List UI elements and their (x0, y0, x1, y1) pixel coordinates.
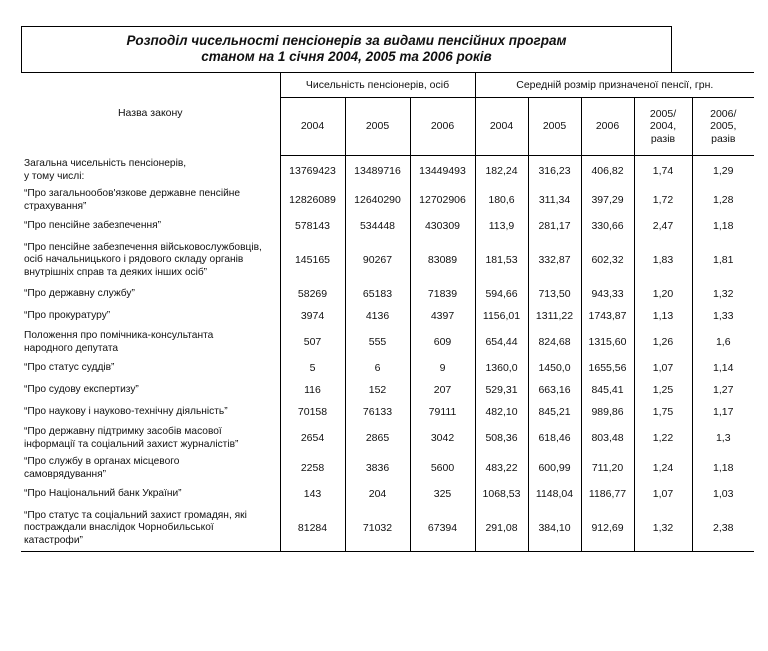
row-value-cell: 143 (280, 484, 345, 506)
row-value-cell: 1,6 (715, 336, 731, 349)
row-value-cell: 207 (410, 380, 475, 402)
row-value-cell: 3974 (280, 306, 345, 328)
row-value-cell: 204 (345, 484, 410, 506)
table-row (21, 506, 754, 552)
row-value-cell: 4136 (345, 306, 410, 328)
row-value-cell: 578143 (280, 216, 345, 238)
row-law-name: “Про службу в органах місцевого самоврядування” (21, 454, 280, 484)
row-value-cell: 1,18 (713, 462, 734, 475)
column-header-year: 2005 (528, 98, 581, 156)
row-value-cell: 711,20 (581, 454, 634, 484)
column-header-year: 2004 (475, 98, 528, 156)
row-law-name: “Про пенсійне забезпечення військовослужбовців, осіб начальницького і рядового складу органів внутрішніх справ та деяких інших осіб” (21, 238, 280, 284)
row-value-cell: 1,07 (634, 358, 692, 380)
row-value-cell: 1655,56 (581, 358, 634, 380)
row-value-cell: 13769423 (280, 156, 345, 186)
row-value-cell: 845,21 (528, 402, 581, 424)
row-value-cell: 482,10 (475, 402, 528, 424)
row-value-cell: 1,33 (713, 310, 734, 323)
row-law-name: “Про Національний банк України” (21, 484, 280, 506)
row-law-name: “Про прокуратуру” (21, 306, 280, 328)
row-value-cell: 912,69 (581, 506, 634, 552)
row-value-cell: 1,32 (634, 506, 692, 552)
row-value-cell: 311,34 (528, 186, 581, 216)
row-value-cell: 2258 (280, 454, 345, 484)
row-value-cell: 5600 (410, 454, 475, 484)
row-value-cell: 508,36 (475, 424, 528, 454)
row-value-cell: 116 (280, 380, 345, 402)
column-header-name: Назва закону (21, 73, 280, 156)
row-value-cell: 325 (410, 484, 475, 506)
row-value-cell: 113,9 (475, 216, 528, 238)
row-value-cell: 2,38 (692, 506, 754, 552)
row-law-name: “Про пенсійне забезпечення” (21, 216, 280, 238)
title-line-2: станом на 1 січня 2004, 2005 та 2006 років (201, 49, 492, 64)
row-value-cell: 1450,0 (528, 358, 581, 380)
row-value-cell: 1,28 (713, 194, 734, 207)
table-row (21, 216, 754, 238)
row-value-cell: 1,24 (634, 454, 692, 484)
row-value-cell: 1156,01 (475, 306, 528, 328)
row-value-cell: 316,23 (528, 156, 581, 186)
row-value-cell: 1,3 (715, 432, 731, 445)
row-value-cell: 182,24 (475, 156, 528, 186)
row-value-cell: 2865 (345, 424, 410, 454)
column-header-ratio: 2006/ 2005, разів (692, 98, 754, 156)
row-value-cell: 803,48 (581, 424, 634, 454)
row-value-cell: 1311,22 (528, 306, 581, 328)
column-header-year: 2006 (410, 98, 475, 156)
row-value-cell: 1,74 (634, 156, 692, 186)
row-value-cell: 58269 (280, 284, 345, 306)
row-value-cell: 1,22 (634, 424, 692, 454)
row-value-cell: 76133 (345, 402, 410, 424)
row-value-cell: 1743,87 (581, 306, 634, 328)
row-value-cell: 3836 (345, 454, 410, 484)
row-value-cell: 1,20 (634, 284, 692, 306)
row-value-cell: 1,07 (634, 484, 692, 506)
row-value-cell: 1186,77 (581, 484, 634, 506)
row-value-cell: 1,29 (713, 164, 734, 177)
row-value-cell: 152 (345, 380, 410, 402)
row-value-cell: 5 (280, 358, 345, 380)
row-value-cell: 1068,53 (475, 484, 528, 506)
row-value-cell: 600,99 (528, 454, 581, 484)
column-group-pensioners: Чисельність пенсіонерів, осіб (280, 73, 475, 98)
row-value-cell: 1360,0 (475, 358, 528, 380)
row-value-cell: 79111 (410, 402, 475, 424)
row-value-cell: 1,13 (634, 306, 692, 328)
row-value-cell: 1,27 (713, 384, 734, 397)
table-row (21, 424, 754, 454)
row-value-cell: 1,81 (713, 254, 734, 267)
row-law-name: “Про державну підтримку засобів масової інформації та соціальний захист журналістів” (21, 424, 280, 454)
row-value-cell: 145165 (280, 238, 345, 284)
table-row (21, 238, 754, 284)
row-value-cell: 1148,04 (528, 484, 581, 506)
row-value-cell: 13489716 (345, 156, 410, 186)
table-row (21, 186, 754, 216)
row-value-cell: 1315,60 (581, 328, 634, 358)
table-row (21, 454, 754, 484)
row-value-cell: 332,87 (528, 238, 581, 284)
row-value-cell: 1,83 (634, 238, 692, 284)
row-value-cell: 281,17 (528, 216, 581, 238)
table-row (21, 156, 754, 186)
table-title (21, 26, 672, 72)
row-value-cell: 1,14 (713, 362, 734, 375)
row-value-cell: 13449493 (410, 156, 475, 186)
row-value-cell: 1,72 (634, 186, 692, 216)
row-value-cell: 71032 (345, 506, 410, 552)
row-value-cell: 594,66 (475, 284, 528, 306)
pension-table (21, 72, 754, 552)
row-law-name: “Про статус та соціальний захист громадян, які постраждали внаслідок Чорнобильської катастрофи” (21, 506, 280, 552)
row-value-cell: 291,08 (475, 506, 528, 552)
row-value-cell: 4397 (410, 306, 475, 328)
row-value-cell: 181,53 (475, 238, 528, 284)
row-value-cell: 989,86 (581, 402, 634, 424)
row-value-cell: 1,75 (634, 402, 692, 424)
row-value-cell: 67394 (410, 506, 475, 552)
row-value-cell: 618,46 (528, 424, 581, 454)
row-law-name: “Про наукову і науково-технічну діяльність” (21, 402, 280, 424)
row-value-cell: 529,31 (475, 380, 528, 402)
row-value-cell: 384,10 (528, 506, 581, 552)
row-value-cell: 65183 (345, 284, 410, 306)
table-row (21, 380, 754, 402)
row-value-cell: 609 (410, 328, 475, 358)
row-value-cell: 90267 (345, 238, 410, 284)
row-value-cell: 406,82 (581, 156, 634, 186)
row-value-cell: 180,6 (475, 186, 528, 216)
row-law-name: Загальна чисельність пенсіонерів, у тому числі: (21, 156, 280, 186)
table-row (21, 484, 754, 506)
row-value-cell: 654,44 (475, 328, 528, 358)
table-row (21, 284, 754, 306)
row-law-name: “Про судову експертизу” (21, 380, 280, 402)
row-value-cell: 330,66 (581, 216, 634, 238)
row-value-cell: 1,18 (713, 220, 734, 233)
row-value-cell: 12640290 (345, 186, 410, 216)
column-header-ratio: 2005/ 2004, разів (634, 98, 692, 156)
row-law-name: “Про статус суддів” (21, 358, 280, 380)
row-value-cell: 943,33 (581, 284, 634, 306)
row-value-cell: 12702906 (410, 186, 475, 216)
row-value-cell: 70158 (280, 402, 345, 424)
column-header-year: 2004 (280, 98, 345, 156)
row-value-cell: 483,22 (475, 454, 528, 484)
table-row (21, 402, 754, 424)
row-value-cell: 6 (345, 358, 410, 380)
row-law-name: Положення про помічника-консультанта народного депутата (21, 328, 280, 358)
row-value-cell: 2,47 (634, 216, 692, 238)
row-value-cell: 9 (410, 358, 475, 380)
row-value-cell: 663,16 (528, 380, 581, 402)
row-value-cell: 2654 (280, 424, 345, 454)
row-value-cell: 1,03 (713, 488, 734, 501)
row-value-cell: 534448 (345, 216, 410, 238)
row-value-cell: 507 (280, 328, 345, 358)
row-value-cell: 81284 (280, 506, 345, 552)
table-row (21, 306, 754, 328)
row-value-cell: 3042 (410, 424, 475, 454)
row-value-cell: 845,41 (581, 380, 634, 402)
column-group-average-pension: Середній розмір призначеної пенсії, грн. (475, 73, 754, 98)
row-value-cell: 713,50 (528, 284, 581, 306)
row-value-cell: 71839 (410, 284, 475, 306)
column-header-year: 2006 (581, 98, 634, 156)
row-value-cell: 83089 (410, 238, 475, 284)
row-value-cell: 1,32 (713, 288, 734, 301)
row-value-cell: 1,17 (713, 406, 734, 419)
row-value-cell: 397,29 (581, 186, 634, 216)
row-value-cell: 824,68 (528, 328, 581, 358)
row-law-name: “Про загальнообов'язкове державне пенсійне страхування” (21, 186, 280, 216)
row-value-cell: 1,25 (634, 380, 692, 402)
row-law-name: “Про державну службу” (21, 284, 280, 306)
row-value-cell: 602,32 (581, 238, 634, 284)
row-value-cell: 1,26 (634, 328, 692, 358)
table-row (21, 328, 754, 358)
row-value-cell: 555 (345, 328, 410, 358)
table-row (21, 358, 754, 380)
row-value-cell: 12826089 (280, 186, 345, 216)
column-header-year: 2005 (345, 98, 410, 156)
title-line-1: Розподіл чисельності пенсіонерів за видами пенсійних програм (126, 33, 567, 48)
row-value-cell: 430309 (410, 216, 475, 238)
